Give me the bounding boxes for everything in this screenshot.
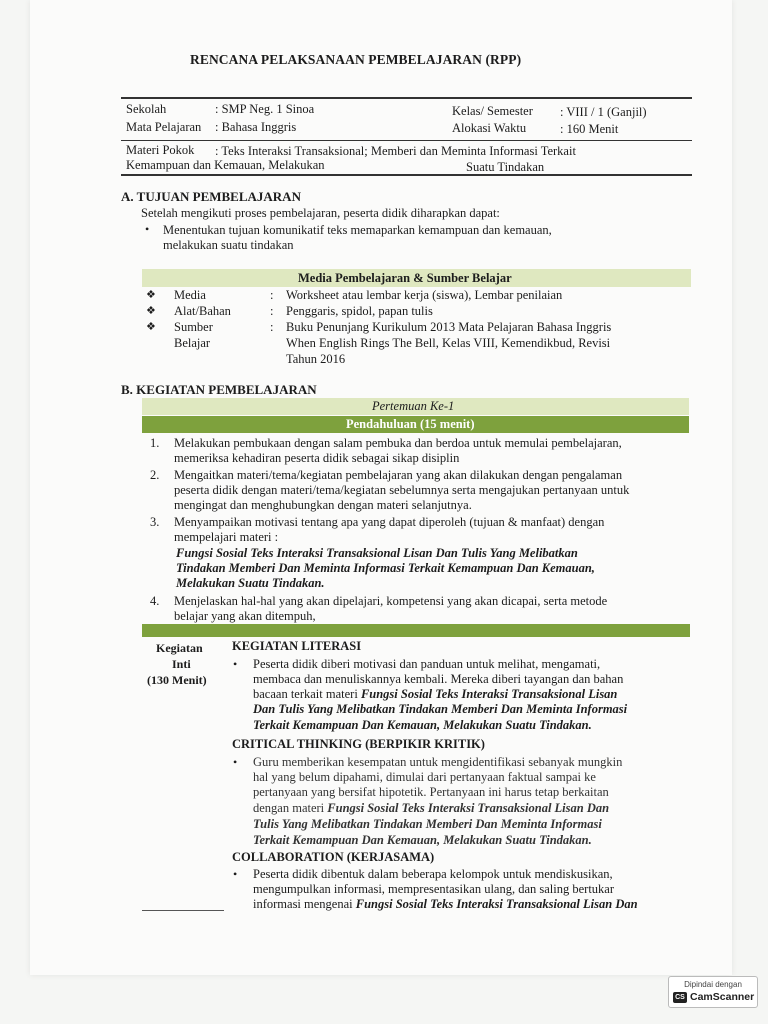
media-header: Media Pembelajaran & Sumber Belajar [298, 271, 512, 285]
pendahuluan-label: Pendahuluan (15 menit) [346, 417, 475, 431]
goal-bullet: • [145, 222, 150, 236]
step-3-number: 3. [150, 515, 160, 529]
sumber-line3: Tahun 2016 [286, 352, 346, 366]
section-a-intro: Setelah mengikuti proses pembelajaran, peserta didik diharapkan dapat: [141, 206, 500, 220]
mapel-value: : Bahasa Inggris [215, 120, 297, 134]
table-top-rule [121, 97, 692, 99]
inti-separator-bar [142, 624, 690, 637]
goal-line1: Menentukan tujuan komunikatif teks memaparkan kemampuan dan kemauan, [163, 223, 552, 237]
critical-heading: CRITICAL THINKING (BERPIKIR KRITIK) [232, 737, 485, 751]
table-mid-rule [121, 140, 692, 141]
materi-value-line3: Suatu Tindakan [466, 160, 545, 174]
inti-label-line3: (130 Menit) [147, 673, 207, 687]
section-a-heading: A. TUJUAN PEMBELAJARAN [121, 189, 301, 204]
camscanner-badge [668, 976, 758, 1008]
collab-line1: Peserta didik dibentuk dalam beberapa kelompok untuk mendiskusikan, [253, 867, 613, 881]
step-2-line2: peserta didik dengan materi/tema/kegiatan sebelumnya serta mengajukan pertanyaan untuk [174, 483, 630, 497]
step-2-line3: mengingat dan menghubungkan dengan materi selanjutnya. [174, 498, 472, 512]
step-3-line1: Menyampaikan motivasi tentang apa yang dapat diperoleh (tujuan & manfaat) dengan [174, 515, 605, 529]
section-b-heading: B. KEGIATAN PEMBELAJARAN [121, 382, 317, 397]
kelas-label: Kelas/ Semester [452, 104, 533, 118]
sekolah-value: : SMP Neg. 1 Sinoa [215, 102, 315, 116]
literasi-line2: membaca dan menuliskannya kembali. Mereka diberi tayangan dan bahan [253, 672, 624, 686]
sumber-label-line2: Belajar [174, 336, 211, 350]
alokasi-value: : 160 Menit [560, 122, 619, 136]
literasi-heading: KEGIATAN LITERASI [232, 639, 362, 653]
step-1-line1: Melakukan pembukaan dengan salam pembuka dan berdoa untuk memulai pembelajaran, [174, 436, 622, 450]
step-4-number: 4. [150, 594, 160, 608]
step-3-line2: mempelajari materi : [174, 530, 279, 544]
literasi-line3: bacaan terkait materi Fungsi Sosial Teks Interaksi Transaksional Lisan [253, 687, 618, 701]
inti-label-line2: Inti [172, 657, 191, 671]
footer-dash [142, 910, 224, 911]
critical-line5: Tulis Yang Melibatkan Tindakan Memberi Dan Meminta Informasi [253, 817, 602, 831]
document-title: RENCANA PELAKSANAAN PEMBELAJARAN (RPP) [190, 52, 522, 67]
step-3-line4: Tindakan Memberi Dan Meminta Informasi Terkait Kemampuan Dan Kemauan, [176, 561, 595, 575]
alat-label: Alat/Bahan [174, 304, 231, 318]
literasi-bullet: • [233, 657, 238, 671]
alat-value: Penggaris, spidol, papan tulis [286, 304, 433, 318]
alat-colon: : [270, 304, 274, 318]
pertemuan-label: Pertemuan Ke-1 [372, 399, 455, 413]
camscanner-logo-icon: CS [673, 992, 687, 1003]
step-3-line3: Fungsi Sosial Teks Interaksi Transaksional Lisan Dan Tulis Yang Melibatkan [176, 546, 578, 560]
alat-diamond-icon: ❖ [146, 305, 156, 317]
step-2-number: 2. [150, 468, 160, 482]
literasi-line5: Terkait Kemampuan Dan Kemauan, Melakukan Suatu Tindakan. [253, 718, 592, 732]
critical-line2: hal yang belum dipahami, dimulai dari pertanyaan faktual sampai ke [253, 770, 596, 784]
critical-line1: Guru memberikan kesempatan untuk mengidentifikasi sebanyak mungkin [253, 755, 623, 769]
media-colon: : [270, 288, 274, 302]
kelas-value: : VIII / 1 (Ganjil) [560, 105, 647, 119]
sumber-diamond-icon: ❖ [146, 321, 156, 333]
collab-heading: COLLABORATION (KERJASAMA) [232, 850, 435, 864]
materi-value-line1: : Teks Interaksi Transaksional; Memberi dan Meminta Informasi Terkait [215, 144, 576, 158]
literasi-line4: Dan Tulis Yang Melibatkan Tindakan Memberi Dan Meminta Informasi [253, 702, 628, 716]
sumber-label-line1: Sumber [174, 320, 213, 334]
media-diamond-icon: ❖ [146, 289, 156, 301]
sumber-colon: : [270, 320, 274, 334]
media-value: Worksheet atau lembar kerja (siswa), Lembar penilaian [286, 288, 563, 302]
step-4-line1: Menjelaskan hal-hal yang akan dipelajari, kompetensi yang akan dicapai, serta metode [174, 594, 608, 608]
step-1-number: 1. [150, 436, 160, 450]
scanned-with-label: Dipindai dengan [684, 980, 742, 989]
critical-line6: Terkait Kemampuan Dan Kemauan, Melakukan Suatu Tindakan. [253, 833, 592, 847]
step-4-line2: belajar yang akan ditempuh, [174, 609, 316, 623]
sumber-line2: When English Rings The Bell, Kelas VIII, Kemendikbud, Revisi [286, 336, 611, 350]
table-bottom-rule [121, 174, 692, 176]
sumber-line1: Buku Penunjang Kurikulum 2013 Mata Pelajaran Bahasa Inggris [286, 320, 612, 334]
collab-bullet: • [233, 867, 238, 881]
step-3-line5: Melakukan Suatu Tindakan. [176, 576, 325, 590]
critical-line3: pertanyaan yang bersifat hipotetik. Pertanyaan ini harus tetap berkaitan [253, 785, 609, 799]
critical-line4: dengan materi Fungsi Sosial Teks Interaksi Transaksional Lisan Dan [253, 801, 610, 815]
critical-bullet: • [233, 755, 238, 769]
step-1-line2: memeriksa kehadiran peserta didik sebagai sikap disiplin [174, 451, 460, 465]
literasi-line1: Peserta didik diberi motivasi dan panduan untuk melihat, mengamati, [253, 657, 601, 671]
materi-label: Materi Pokok [126, 143, 195, 157]
sekolah-label: Sekolah [126, 102, 167, 116]
step-2-line1: Mengaitkan materi/tema/kegiatan pembelajaran yang akan dilakukan dengan pengalaman [174, 468, 623, 482]
media-label: Media [174, 288, 206, 302]
collab-line2: mengumpulkan informasi, mempresentasikan ulang, dan saling bertukar [253, 882, 615, 896]
alokasi-label: Alokasi Waktu [452, 121, 527, 135]
mapel-label: Mata Pelajaran [126, 120, 202, 134]
materi-value-line2: Kemampuan dan Kemauan, Melakukan [126, 158, 325, 172]
collab-line3: informasi mengenai Fungsi Sosial Teks Interaksi Transaksional Lisan Dan [253, 897, 638, 911]
goal-line2: melakukan suatu tindakan [163, 238, 294, 252]
inti-label-line1: Kegiatan [156, 641, 203, 655]
camscanner-name: CamScanner [690, 991, 755, 1003]
